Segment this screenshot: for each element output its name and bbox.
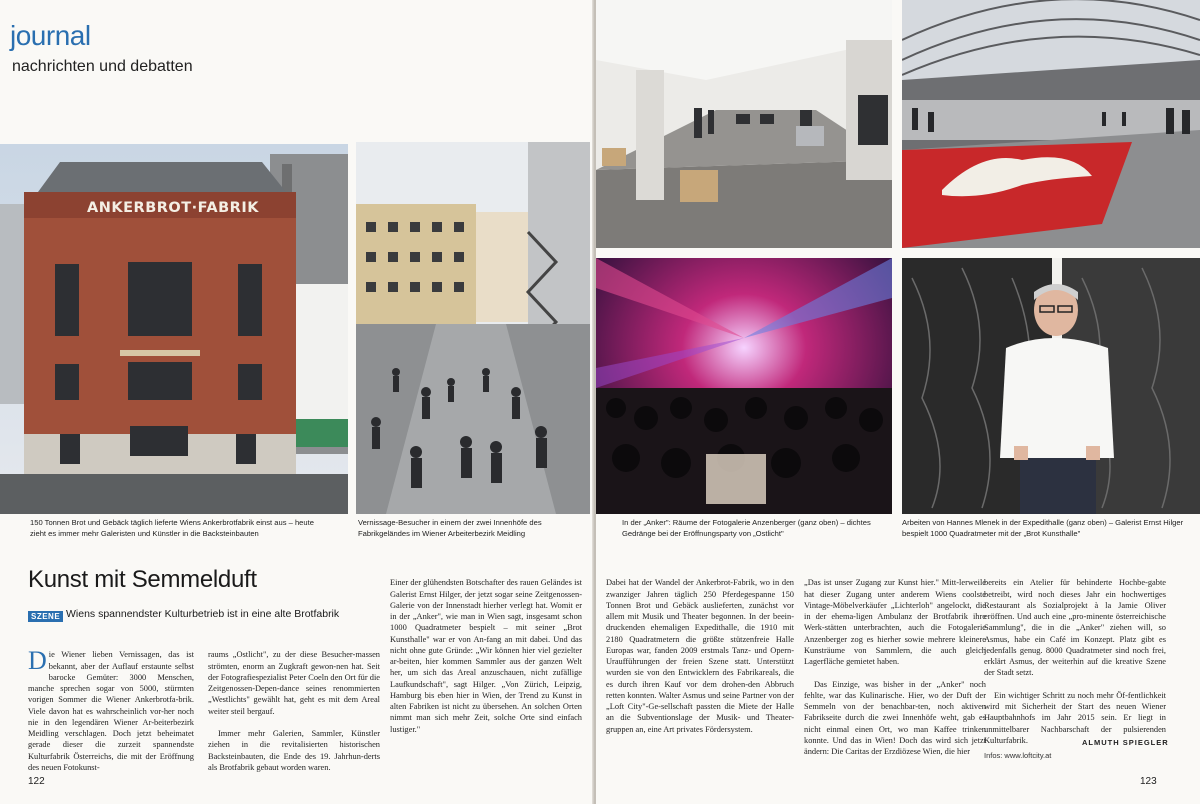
body-text-2b: Immer mehr Galerien, Sammler, Künstler ziehen in die revitalisierten historischen Backsteinbauten, die Ende des 19. Jahrhun-derts als Brotfabrik gebaut worden waren. bbox=[208, 729, 380, 772]
body-column-2 bbox=[208, 638, 380, 784]
body-text-4: Dabei hat der Wandel der Ankerbrot-Fabrik, wo in den zwanziger Jahren täglich 250 Pferdegespanne 150 Tonnen Brot und Gebäck auslieferten, zunächst vor allem mit Musik und Theater begonnen. In der beein-druckenden ehemaligen Expedithalle, die 1910 mit 2180 Quadratmetern die größte stützenfreie Halle Europas war, fanden 2009 erstmals Tanz- und Opern-Uraufführungen der freien Szene statt. Unterstützt wurden sie von den Entwicklern des Fabrikareals, die es durch ihren Kauf vor dem drohen-den Abbruch retten konnten. Walter Asmus und seine Partner von der „Loft City"-Ge-sellschaft passten die Miete der Halle an die Subventionslage der Musik- und Theater-gruppen an, eine Art privates Fördersystem. bbox=[606, 578, 794, 734]
caption-gallery-party: In der „Anker": Räume der Fotogalerie Anzenberger (ganz oben) – dichtes Gedränge bei der Eröffnungsparty von „Ostlicht" bbox=[622, 518, 871, 538]
body-column-6 bbox=[984, 566, 1166, 757]
article-headline: Kunst mit Semmelduft bbox=[28, 566, 257, 593]
body-text-6a: bereits ein Atelier für behinderte Hochbe-gabte betreibt, wird noch dieses Jahr ein hochwertiges Restaurant als Sozialprojekt à la Jamie Oliver eröffnen. Und auch eine „pro-minente österreichische Sammlung", die in die „Anker" ziehen will, so Asmus, habe ein Café im Konzept. Platz gibt es jedenfalls genug. 8000 Quadratmeter sind noch frei, erklärt Asmus, der weiterhin auf die kreative Szene der Stadt setzt. bbox=[984, 578, 1166, 678]
body-text-5b: Das Einzige, was bisher in der „Anker" noch fehlte, war das Kulinarische. Hier, wo der Duft der Semmeln von der benachbar-ten, noch aktiven Fabrikseite durch die zwei Innenhöfe weht, gab es nicht einmal einen Ort, wo man Kaffee trinken konnte. Und das in Wien! Doch das wird sich jetzt ändern: Die Caritas der Erzdiözese Wien, die hier bbox=[804, 679, 986, 756]
body-text-6b: Ein wichtiger Schritt zu noch mehr Öf-fentlichkeit wird mit Sicherheit der Start des neuen Wiener Hauptbahnhofs im Jahr 2015 sein. Er liegt in unmittelbarer Nachbarschaft der pulsierenden Kulturfabrik. bbox=[984, 690, 1166, 745]
info-link[interactable]: Infos: www.loftcity.at bbox=[984, 751, 1052, 760]
body-text-3: Einer der glühendsten Botschafter des rauen Geländes ist Galerist Ernst Hilger, der jetzt sogar seine Zeitgenossen-Galerie von der Innenstadt hierher verlegt hat. Womit er in der „Anker", wie man in Wien sagt, insgesamt schon 1000 Quadratmeter bespielt – mit seiner „Brot Kunsthalle" war er von An-fang an mit dabei. Und das nicht ohne gute Gründe: „Wir können hier viel gezielter ar-beiten, hier kommen Sammler aus der ganzen Welt her, um sich das Areal anzuschauen, nicht zufällige Laufkundschaft", sagt Hilger. „Von Zürich, Leipzig, Hamburg bis eben hier in Wien, der Trend zu Kunst in alten Fabriken ist nicht zu übersehen. An solchen Orten nimmt man sich mehr Zeit, solche Orte sind einfach lustiger." bbox=[390, 578, 582, 734]
body-text-1: ie Wiener lieben Vernissagen, das ist bekannt, aber der Auflauf erstaunte selbst barocke Gemüter: 3000 Menschen, manche sprechen sogar von 5000, stürmten vorigen Sommer die Wiener Ankerbrotfa-brik. Viele davon hat es wahrscheinlich vor-her noch nie in den legendären Wiener Ar-beiterbezirk Meidling verschlagen. Doch jetzt beheimatet gerade dieser die zurzeit spannendste Kulturfabrik Österreichs, die mit der Eröffnung des neuen Fotokunst- bbox=[28, 650, 194, 772]
section-title: journal bbox=[10, 20, 91, 51]
photo-factory-facade bbox=[0, 144, 348, 514]
caption-hilger: Arbeiten von Hannes Mlenek in der Expedithalle (ganz oben) – Galerist Ernst Hilger bespielt 1000 Quadratmeter mit der „Brot Kunsthalle" bbox=[902, 518, 1184, 538]
dropcap: D bbox=[28, 646, 47, 676]
body-column-4 bbox=[606, 566, 794, 746]
left-page bbox=[0, 0, 594, 804]
photo-expedithalle bbox=[902, 0, 1200, 248]
facade-sign: ANKERBROT·FABRIK bbox=[87, 200, 259, 216]
caption-facade: 150 Tonnen Brot und Gebäck täglich lieferte Wiens Ankerbrotfabrik einst aus – heute zieht es immer mehr Galeristen und Künstler in die Backsteinbauten bbox=[30, 518, 314, 538]
photo-ernst-hilger bbox=[902, 258, 1200, 514]
photo-gallery-interior bbox=[596, 0, 892, 248]
body-column-1 bbox=[28, 638, 194, 773]
right-page bbox=[596, 0, 1200, 804]
caption-courtyard: Vernissage-Besucher in einem der zwei Innenhöfe des Fabrikgeländes im Wiener Arbeiterbezirk Meidling bbox=[358, 518, 542, 538]
body-column-3 bbox=[390, 566, 582, 746]
section-tag: SZENE bbox=[28, 611, 63, 622]
photo-opening-party bbox=[596, 258, 892, 514]
section-subtitle: nachrichten und debatten bbox=[12, 58, 193, 75]
photo-courtyard-crowd bbox=[356, 142, 590, 514]
body-column-5 bbox=[804, 566, 986, 769]
article-subhead: Wiens spannendster Kulturbetrieb ist in eine alte Brotfabrik bbox=[66, 608, 340, 620]
page-number-left: 122 bbox=[28, 776, 45, 787]
author-byline: ALMUTH SPIEGLER bbox=[1082, 738, 1169, 747]
body-text-2a: raums „Ostlicht", zu der diese Besucher-massen strömten, enorm an Zugkraft gewon-nen hat. Seit der Fotografiespezialist Peter Coeln den Ort für die Zeitgenossen-Depen-dance seines renommierten „Westlichts" gewählt hat, geht es mit dem Areal weiter steil bergauf. bbox=[208, 650, 380, 716]
body-text-5a: „Das ist unser Zugang zur Kunst hier." Mitt-lerweile hat dieser Zugang unter anderem Wiens coolste Vintage-Möbelverkäufer „Lichterloh" angelockt, die in der ehema-ligen Ambulanz der Brotfabrik ihre Werk-stätten unterbrachten, auch die Fotogalerie Anzenberger zog es hierher sowie mehrere kleinere Kunsträume von Sammlern, die auch gleich Lagerfläche gemietet haben. bbox=[804, 578, 986, 666]
page-number-right: 123 bbox=[1140, 776, 1157, 787]
